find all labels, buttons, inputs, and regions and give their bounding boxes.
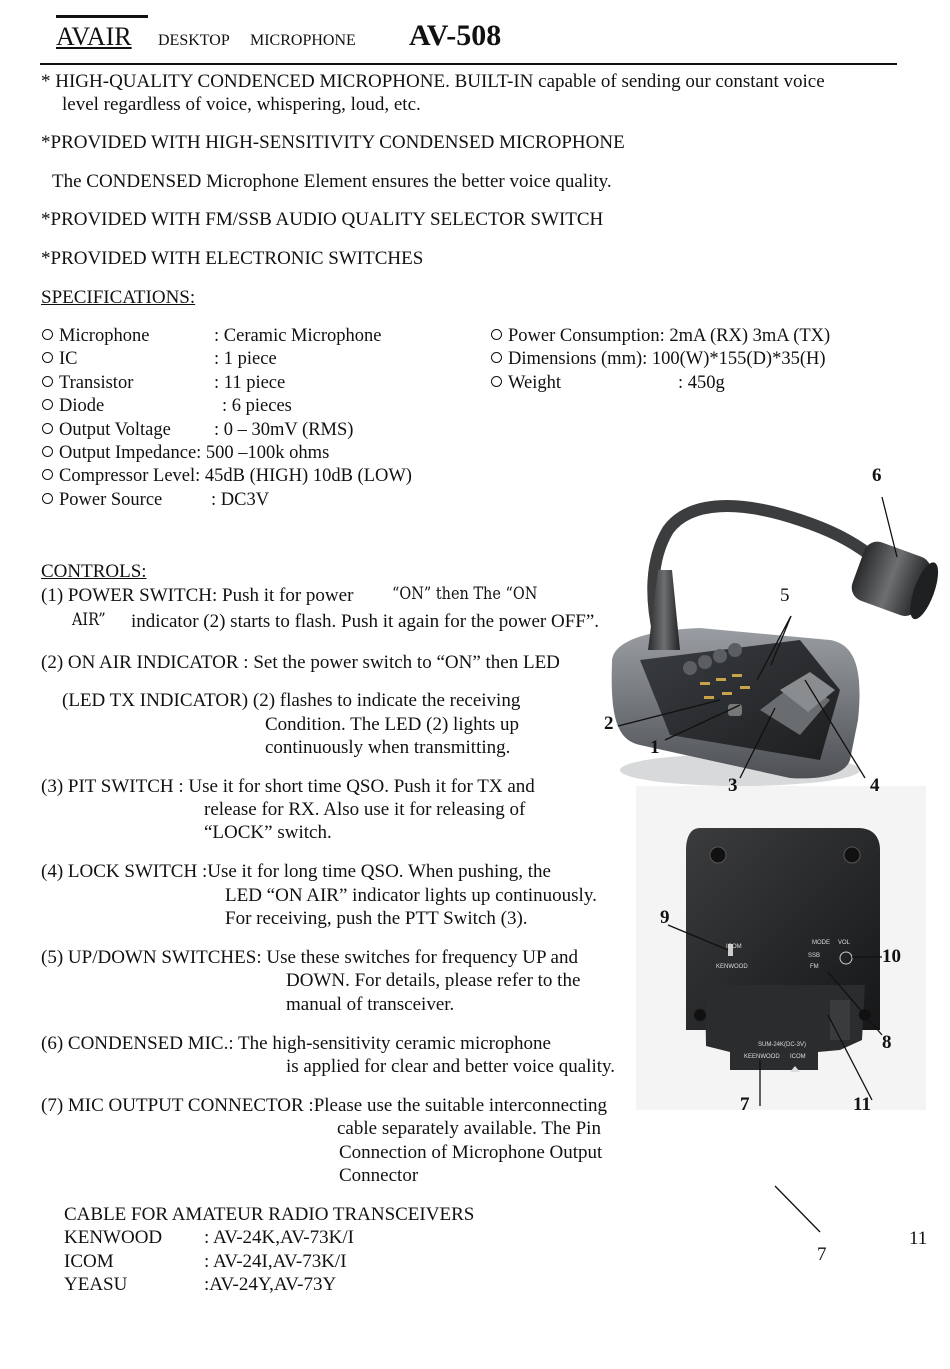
header-model: AV-508: [409, 19, 502, 52]
spec-row: Diode: [42, 395, 104, 418]
control-1: (1) POWER SWITCH: Push it for power: [41, 585, 354, 606]
fm-label: FM: [810, 964, 819, 970]
feature-1: *PROVIDED WITH HIGH-SENSITIVITY CONDENSED MICROPHONE: [41, 132, 625, 153]
ssb-label: SSB: [808, 953, 821, 959]
control-3-b: release for RX. Also use it for releasing of: [204, 799, 526, 820]
cable-brand: KENWOOD: [64, 1227, 163, 1248]
callout-5: 5: [780, 585, 790, 606]
icom-label: ICOM: [726, 944, 742, 950]
spec-value: : Ceramic Microphone: [214, 326, 382, 346]
header-subtitle-desktop: DESKTOP: [158, 32, 230, 49]
callout-7: 7: [740, 1094, 750, 1115]
control-2-b: (LED TX INDICATOR) (2) flashes to indicate the receiving: [62, 690, 521, 711]
callout-3: 3: [728, 775, 738, 796]
control-4-b: LED “ON AIR” indicator lights up continuously.: [225, 885, 597, 906]
spec-row: Power Source: [42, 489, 162, 512]
callout-11: 11: [853, 1094, 871, 1115]
spec-value: : 450g: [678, 373, 725, 393]
kenwood-label-2: KEENWOOD: [744, 1054, 780, 1060]
control-2-c: Condition. The LED (2) lights up: [265, 714, 520, 735]
feature-2: *PROVIDED WITH FM/SSB AUDIO QUALITY SELECTOR SWITCH: [41, 209, 604, 230]
spec-row: Microphone: [42, 325, 149, 348]
feature-3: *PROVIDED WITH ELECTRONIC SWITCHES: [41, 248, 424, 269]
callout-7-bottom: 7: [817, 1244, 827, 1265]
control-6: (6) CONDENSED MIC.: The high-sensitivity ceramic microphone: [41, 1033, 551, 1054]
cable-models: :AV-24Y,AV-73Y: [204, 1274, 337, 1295]
callout-1: 1: [650, 737, 660, 758]
control-5-c: manual of transceiver.: [286, 994, 455, 1015]
kenwood-label: KENWOOD: [716, 964, 748, 970]
spec-row: Compressor Level: 45dB (HIGH) 10dB (LOW): [42, 465, 412, 488]
control-1-on: “ON” then The “ON: [392, 584, 538, 604]
control-2-d: continuously when transmitting.: [265, 737, 511, 758]
spec-row: Transistor: [42, 372, 133, 395]
callout-4: 4: [870, 775, 880, 796]
spec-row: Dimensions (mm): 100(W)*155(D)*35(H): [491, 348, 826, 371]
spec-row: Output Voltage: [42, 419, 171, 442]
cable-models: : AV-24I,AV-73K/I: [204, 1251, 347, 1272]
vol-label: VOL: [838, 940, 851, 946]
control-5: (5) UP/DOWN SWITCHES: Use these switches for frequency UP and: [41, 947, 578, 968]
spec-value: : 11 piece: [214, 373, 286, 393]
spec-row: Weight: [491, 372, 561, 395]
page-number: 11: [909, 1228, 928, 1249]
control-1-air: AIR”: [72, 610, 106, 630]
cables-heading: CABLE FOR AMATEUR RADIO TRANSCEIVERS: [64, 1204, 475, 1225]
control-7-c: Connection of Microphone Output: [339, 1142, 603, 1163]
spec-row: Output Impedance: 500 –100k ohms: [42, 442, 329, 465]
mode-label: MODE: [812, 940, 830, 946]
spec-row: Power Consumption: 2mA (RX) 3mA (TX): [491, 325, 830, 348]
spec-value: : DC3V: [211, 490, 270, 510]
specs-heading: SPECIFICATIONS:: [41, 287, 196, 308]
spec-value: : 1 piece: [214, 349, 277, 369]
callout-10: 10: [882, 946, 901, 967]
control-2: (2) ON AIR INDICATOR : Set the power switch to “ON” then LED: [41, 652, 560, 673]
header-brand: AVAIR: [56, 22, 132, 51]
control-3-c: “LOCK” switch.: [204, 822, 332, 843]
cable-brand: YEASU: [64, 1274, 128, 1295]
control-1-cont: indicator (2) starts to flash. Push it again for the power OFF”.: [131, 611, 600, 632]
intro-line-1: * HIGH-QUALITY CONDENCED MICROPHONE. BUILT-IN capable of sending our constant voice: [41, 71, 825, 92]
cable-brand: ICOM: [64, 1251, 114, 1272]
control-5-b: DOWN. For details, please refer to the: [286, 970, 581, 991]
callout-9: 9: [660, 907, 670, 928]
callout-8: 8: [882, 1032, 892, 1053]
control-7-b: cable separately available. The Pin: [337, 1118, 601, 1139]
feature-1-detail: The CONDENSED Microphone Element ensures the better voice quality.: [52, 171, 612, 192]
control-7: (7) MIC OUTPUT CONNECTOR :Please use the suitable interconnecting: [41, 1095, 608, 1116]
callout-6: 6: [872, 465, 882, 486]
header-subtitle-microphone: MICROPHONE: [250, 32, 356, 49]
spec-row: IC: [42, 348, 78, 371]
icom-label-2: ICOM: [790, 1054, 806, 1060]
controls-heading: CONTROLS:: [41, 561, 147, 582]
control-3: (3) PIT SWITCH : Use it for short time QSO. Push it for TX and: [41, 776, 535, 797]
control-6-b: is applied for clear and better voice quality.: [286, 1056, 616, 1077]
spec-value: : 0 – 30mV (RMS): [214, 420, 354, 440]
control-7-d: Connector: [339, 1165, 419, 1186]
control-4: (4) LOCK SWITCH :Use it for long time QSO. When pushing, the: [41, 861, 551, 882]
spec-value: : 6 pieces: [222, 396, 292, 416]
callout-2: 2: [604, 713, 614, 734]
cable-models: : AV-24K,AV-73K/I: [204, 1227, 354, 1248]
model-label: SUM-24K(DC-3V): [758, 1042, 807, 1048]
control-4-c: For receiving, push the PTT Switch (3).: [225, 908, 528, 929]
intro-line-2: level regardless of voice, whispering, loud, etc.: [62, 94, 421, 115]
